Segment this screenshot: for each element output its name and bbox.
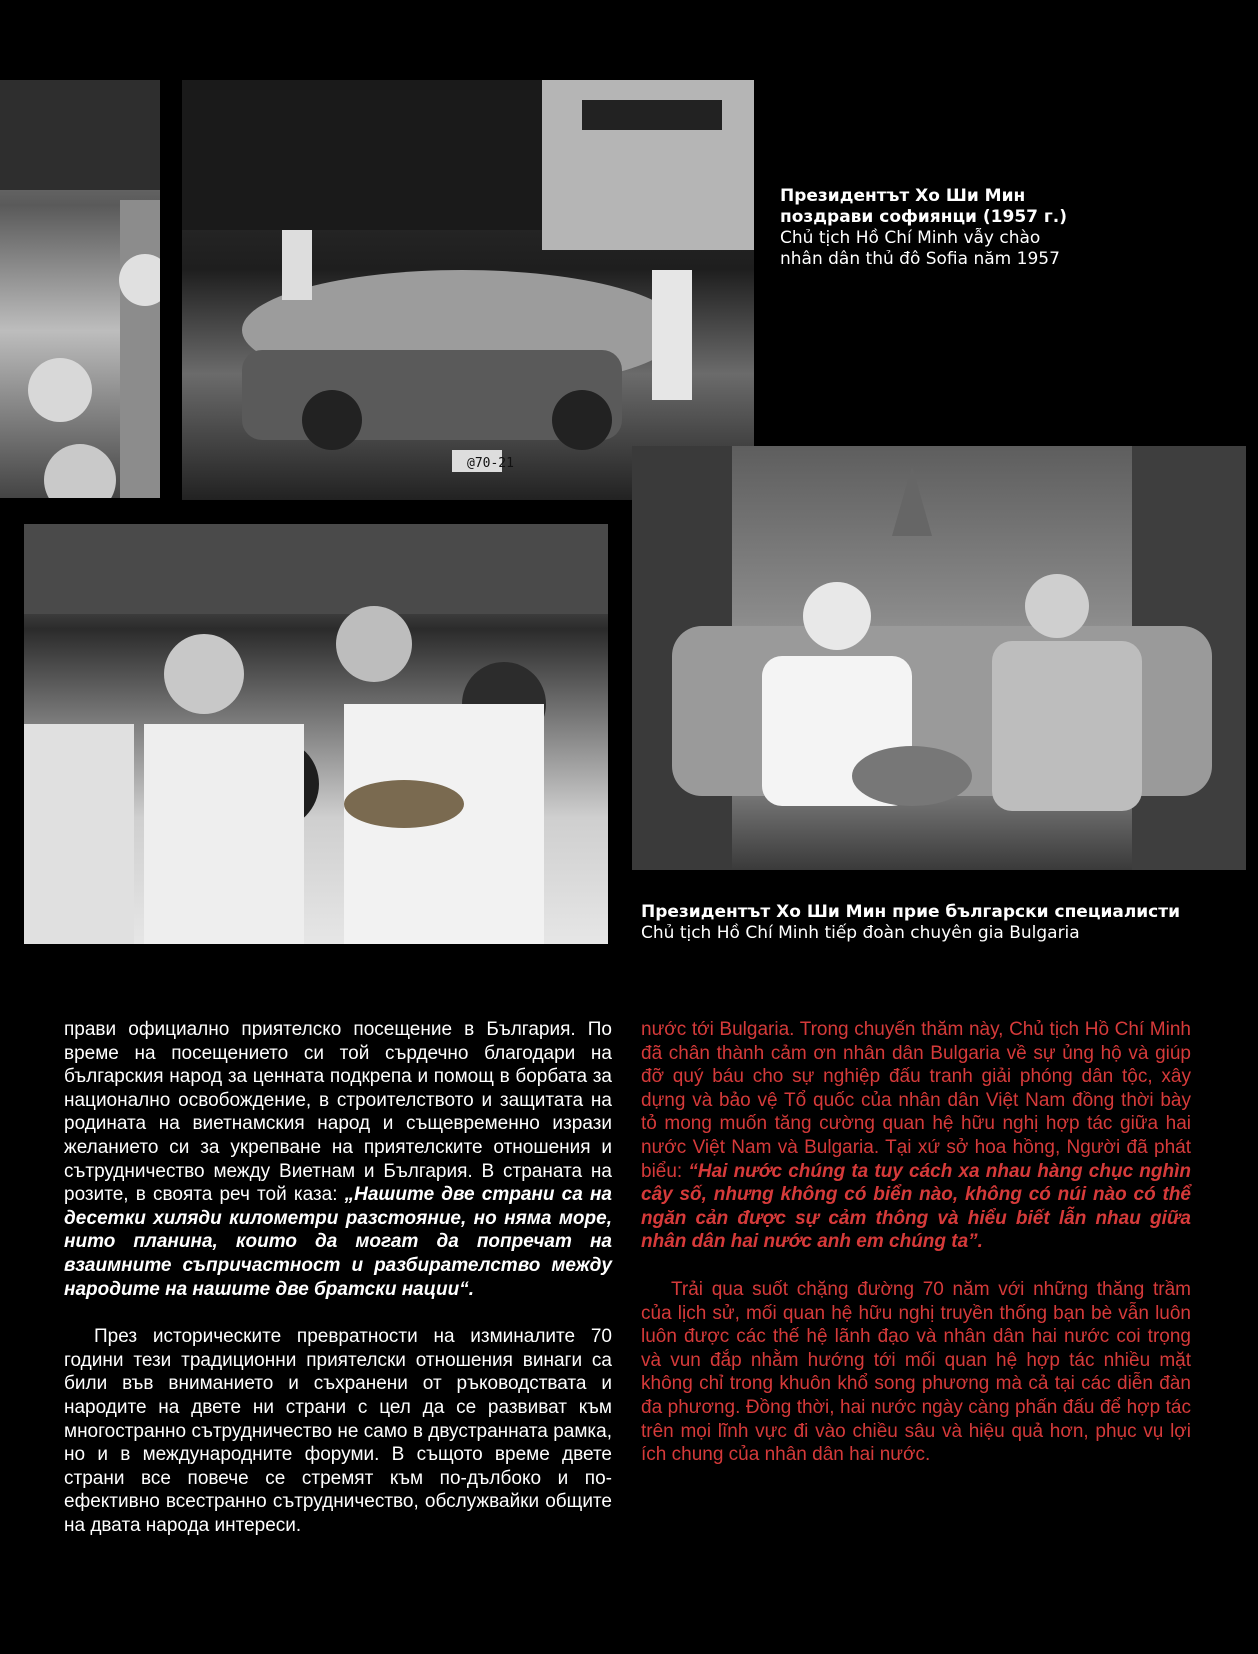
paragraph-visit xyxy=(64,1018,612,1301)
caption-bg-line2: поздрави софиянци (1957 г.) xyxy=(780,207,1067,227)
caption-vi-line1: Chủ tịch Hồ Chí Minh vẫy chào xyxy=(780,228,1041,248)
photo-car-parade xyxy=(182,80,754,500)
speech-quote: „Нашите две страни са на десетки хиляди километри разстояние, но няма море, нито планина, които да могат да попречат на взаимните съпричастност и разбирателство между народите на нашите две братски нации“. xyxy=(64,1184,612,1300)
article-column-vietnamese xyxy=(641,1018,1191,1467)
paragraph-relations: През историческите превратности на изминалите 70 години тези традиционни приятелски отношения винаги са били във вниманието и съхранени от ръководствата и народите на двете ни страни с цел да се развиват към многостранно сътрудничество не само в двустранната рамка, но и в международните форуми. В същото време двете страни все повече се стремят към по-дълбоко и по-ефективно всестранно сътрудничество, обслужвайки общите на двата народа интереси. xyxy=(64,1326,612,1536)
caption-car-parade xyxy=(780,186,1100,270)
photo-pioneers xyxy=(24,524,608,944)
caption-vi: Chủ tịch Hồ Chí Minh tiếp đoàn chuyên gia Bulgaria xyxy=(641,923,1080,943)
caption-vi-line2: nhân dân thủ đô Sofia năm 1957 xyxy=(780,249,1060,269)
photo-meeting-specialists xyxy=(632,446,1246,870)
article-column-bulgarian xyxy=(64,1018,612,1537)
paragraph-relations: Trải qua suốt chặng đường 70 năm với những thăng trầm của lịch sử, mối quan hệ hữu nghị truyền thống bạn bè vẫn luôn luôn được các thế hệ lãnh đạo và nhân dân hai nước coi trọng và vun đắp nhằm hướng tới mối quan hệ hợp tác nhiều mặt không chỉ trong khuôn khổ song phương mà cả tại các diễn đàn đa phương. Đồng thời, hai nước ngày càng phấn đấu để hợp tác trên mọi lĩnh vực đi vào chiều sâu và hiệu quả hơn, phục vụ lợi ích chung của nhân dân hai nước. xyxy=(641,1278,1191,1466)
license-plate: @70-21 xyxy=(467,456,514,471)
paragraph-visit-text: прави официално приятелско посещение в България. По време на посещението си той сърдечно благодари на българския народ за ценната подкрепа и помощ в борбата за национално освобождение, в строителството и защитата на родината на виетнамския народ и същевременно изрази желанието си за укрепване на приятелските отношения и сътрудничество между Виетнам и България. В страната на розите, в своята реч той каза: xyxy=(64,1019,612,1206)
caption-bg-line1: Президентът Хо Ши Мин xyxy=(780,186,1026,206)
paragraph-visit xyxy=(641,1018,1191,1254)
photo-children-crowd xyxy=(0,80,160,498)
caption-bg: Президентът Хо Ши Мин прие български специалисти xyxy=(641,902,1181,922)
paragraph-visit-text: nước tới Bulgaria. Trong chuyến thăm này, Chủ tịch Hồ Chí Minh đã chân thành cảm ơn nhân dân Bulgaria về sự ủng hộ và giúp đỡ quý báu cho sự nghiệp đấu tranh giải phóng dân tộc, xây dựng và bảo vệ Tổ quốc của nhân dân Việt Nam đồng thời bày tỏ mong muốn tăng cường quan hệ hữu nghị hợp tác giữa hai nước Việt Nam và Bulgaria. Tại xứ sở hoa hồng, Người đã phát biểu: xyxy=(641,1019,1191,1182)
caption-meeting-specialists xyxy=(641,902,1241,944)
speech-quote: “Hai nước chúng ta tuy cách xa nhau hàng chục nghìn cây số, nhưng không có biển nào, không có núi nào có thể ngăn cản được sự cảm thông và hiểu biết lẫn nhau giữa nhân dân hai nước anh em chúng ta”. xyxy=(641,1160,1192,1253)
